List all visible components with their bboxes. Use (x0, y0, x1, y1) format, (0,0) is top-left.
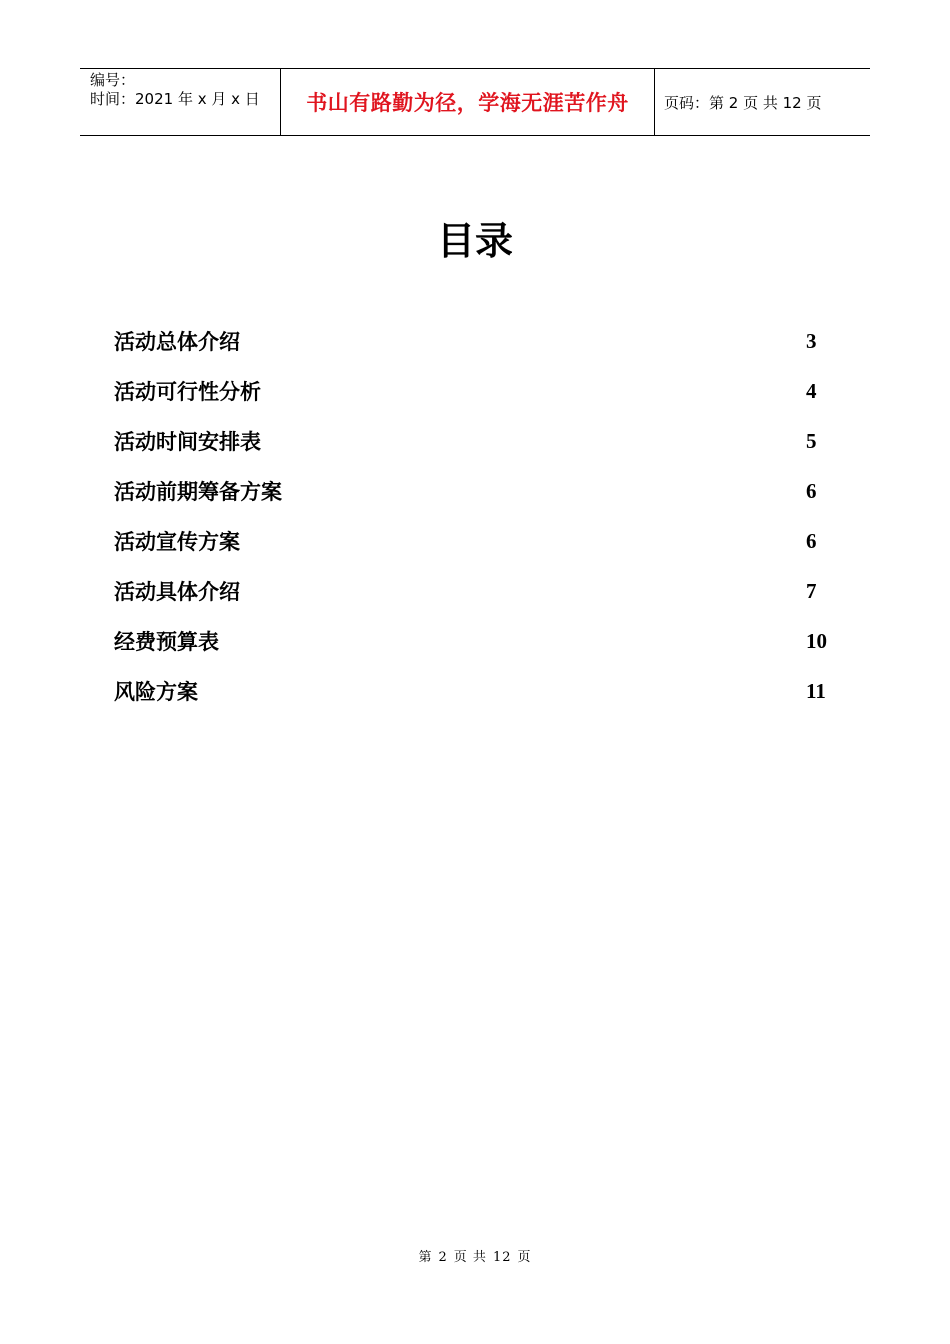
toc-item-label: 活动总体介绍 (114, 329, 240, 354)
header-motto-cell (281, 69, 655, 135)
toc-item-page: 5 (806, 428, 817, 453)
toc-item[interactable] (114, 516, 834, 566)
toc-item-label: 风险方案 (114, 679, 198, 704)
toc-item[interactable] (114, 616, 834, 666)
page-title: 目录 (436, 218, 513, 263)
toc-item-page: 7 (806, 578, 817, 603)
toc-item-label: 活动时间安排表 (114, 429, 261, 454)
toc-item[interactable] (114, 466, 834, 516)
toc-item[interactable] (114, 316, 834, 366)
footer-suffix: 页 (517, 1250, 532, 1265)
toc-item-page: 3 (806, 328, 817, 353)
page-footer (0, 1246, 950, 1265)
toc-item-page: 6 (806, 528, 817, 553)
footer-mid: 页 共 (453, 1250, 487, 1265)
toc-item[interactable] (114, 666, 834, 716)
toc-item-page: 10 (806, 628, 827, 653)
footer-total-pages: 12 (492, 1250, 512, 1265)
toc-item[interactable] (114, 366, 834, 416)
footer-current-page: 2 (438, 1250, 448, 1265)
toc-item-page: 6 (806, 478, 817, 503)
date-label: 时间：2021 年 x 月 x 日 (90, 90, 260, 108)
page-info-text: 页码：第 2 页 共 12 页 (664, 93, 822, 112)
toc-item-label: 活动可行性分析 (114, 379, 261, 404)
toc-item-label: 活动具体介绍 (114, 579, 240, 604)
footer-prefix: 第 (418, 1250, 433, 1265)
toc-item-page: 4 (806, 378, 817, 403)
header-motto: 书山有路勤为径，学海无涯苦作舟 (306, 91, 629, 115)
toc-item-label: 活动宣传方案 (114, 529, 240, 554)
toc-item[interactable] (114, 416, 834, 466)
toc-item-label: 活动前期筹备方案 (114, 479, 282, 504)
page-header (80, 68, 870, 136)
header-meta (80, 69, 281, 135)
table-of-contents (114, 316, 834, 716)
header-page-info (655, 69, 870, 135)
toc-item-label: 经费预算表 (114, 629, 219, 654)
code-label: 编号： (90, 71, 136, 89)
toc-item[interactable] (114, 566, 834, 616)
toc-item-page: 11 (806, 678, 826, 703)
